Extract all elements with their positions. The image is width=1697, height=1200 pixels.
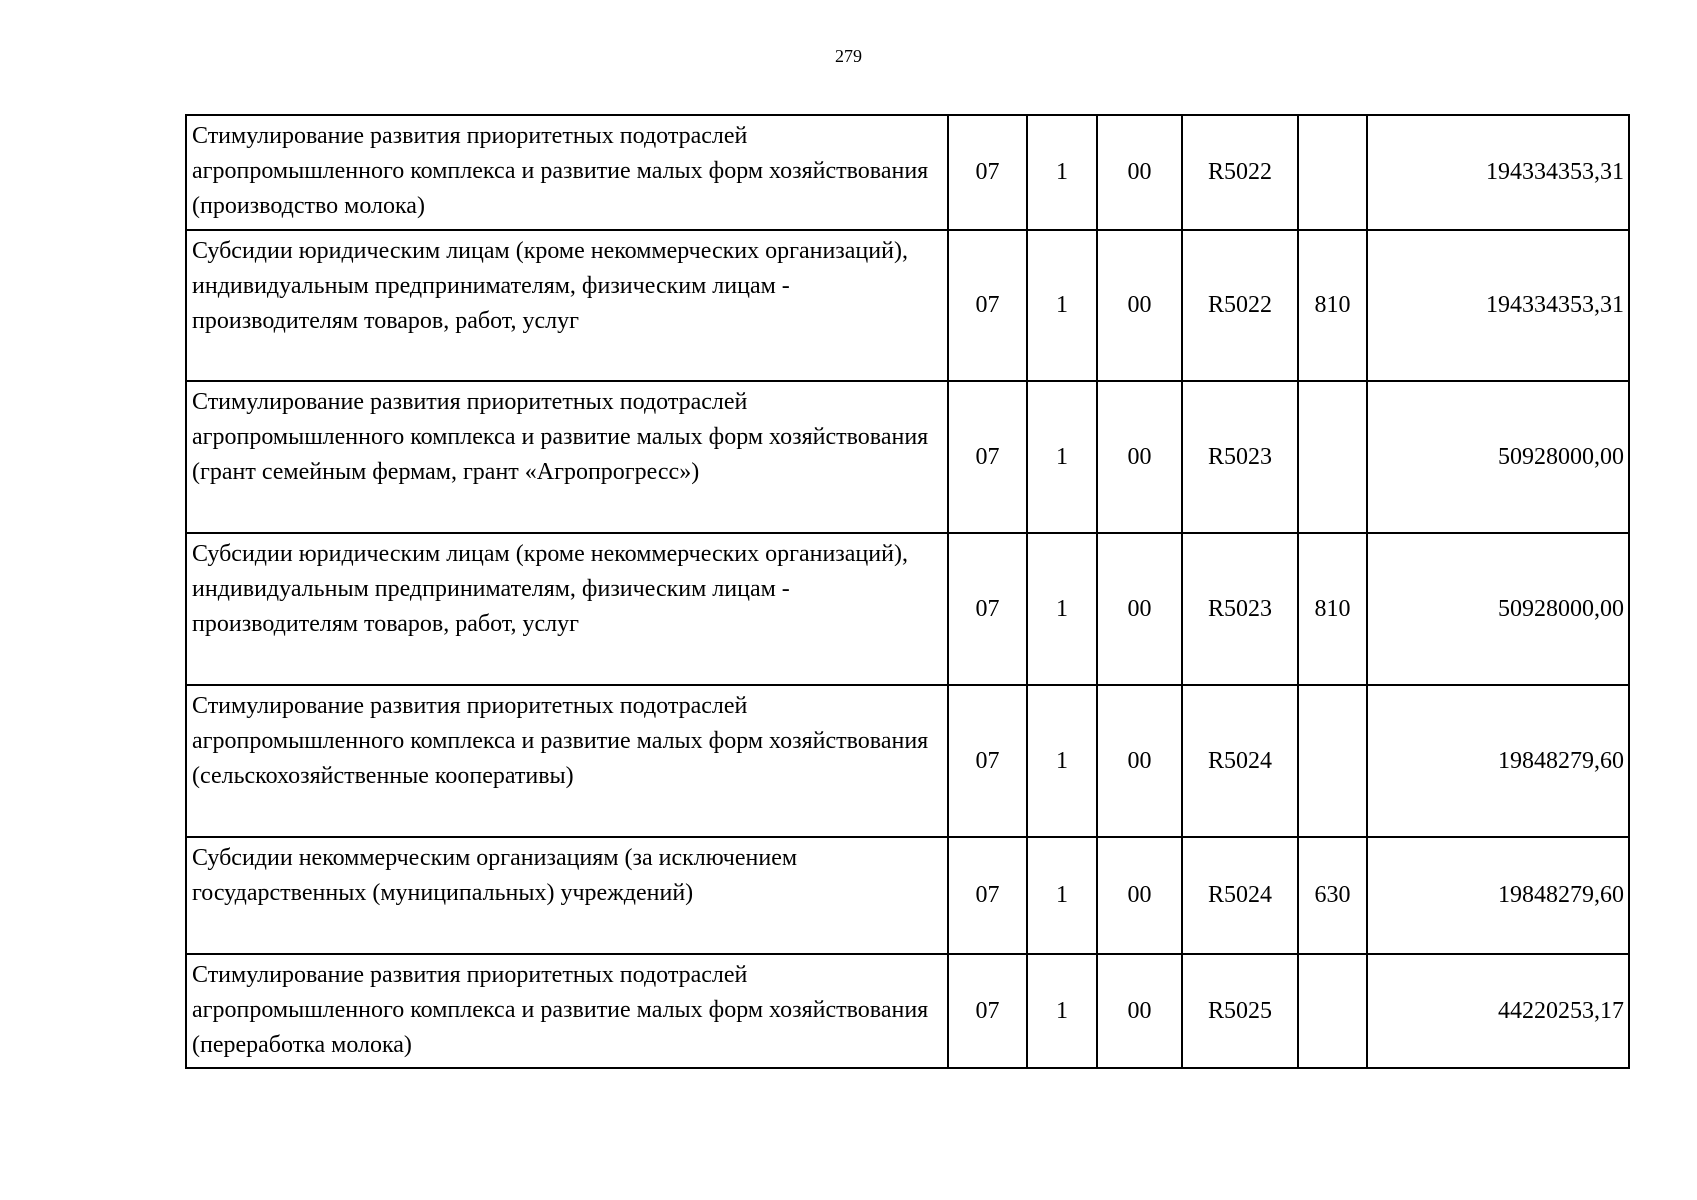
row-code: R5024 (1182, 837, 1298, 954)
row-section: 07 (948, 837, 1027, 954)
row-section: 07 (948, 533, 1027, 685)
row-expense-type (1298, 954, 1367, 1068)
budget-table (185, 114, 1630, 1069)
row-amount: 194334353,31 (1367, 230, 1629, 381)
table-row (186, 533, 1629, 685)
row-program: 1 (1027, 533, 1097, 685)
row-name: Субсидии юридическим лицам (кроме некоммерческих организаций), индивидуальным предпринимателям, физическим лицам - производителям товаров, работ, услуг (186, 230, 948, 381)
row-section: 07 (948, 230, 1027, 381)
row-subprogram: 00 (1097, 115, 1182, 230)
row-expense-type: 810 (1298, 533, 1367, 685)
row-program: 1 (1027, 230, 1097, 381)
table-row (186, 837, 1629, 954)
row-code: R5025 (1182, 954, 1298, 1068)
table-row (186, 381, 1629, 533)
row-program: 1 (1027, 381, 1097, 533)
row-name: Стимулирование развития приоритетных подотраслей агропромышленного комплекса и развитие малых форм хозяйствования (производство молока) (186, 115, 948, 230)
row-amount: 194334353,31 (1367, 115, 1629, 230)
row-expense-type (1298, 381, 1367, 533)
page-number: 279 (835, 46, 862, 66)
row-program: 1 (1027, 115, 1097, 230)
row-expense-type (1298, 115, 1367, 230)
row-subprogram: 00 (1097, 533, 1182, 685)
row-name: Субсидии юридическим лицам (кроме некоммерческих организаций), индивидуальным предпринимателям, физическим лицам - производителям товаров, работ, услуг (186, 533, 948, 685)
row-amount: 50928000,00 (1367, 533, 1629, 685)
row-expense-type: 630 (1298, 837, 1367, 954)
table-row (186, 685, 1629, 837)
table-row (186, 115, 1629, 230)
row-name: Стимулирование развития приоритетных подотраслей агропромышленного комплекса и развитие малых форм хозяйствования (сельскохозяйственные кооперативы) (186, 685, 948, 837)
row-code: R5024 (1182, 685, 1298, 837)
table-row (186, 954, 1629, 1068)
row-section: 07 (948, 115, 1027, 230)
row-name: Стимулирование развития приоритетных подотраслей агропромышленного комплекса и развитие малых форм хозяйствования (грант семейным фермам, грант «Агропрогресс») (186, 381, 948, 533)
row-subprogram: 00 (1097, 230, 1182, 381)
row-expense-type (1298, 685, 1367, 837)
row-code: R5022 (1182, 115, 1298, 230)
row-section: 07 (948, 954, 1027, 1068)
row-amount: 19848279,60 (1367, 837, 1629, 954)
row-subprogram: 00 (1097, 837, 1182, 954)
row-code: R5023 (1182, 533, 1298, 685)
row-section: 07 (948, 685, 1027, 837)
row-code: R5022 (1182, 230, 1298, 381)
row-subprogram: 00 (1097, 954, 1182, 1068)
row-section: 07 (948, 381, 1027, 533)
row-name: Стимулирование развития приоритетных подотраслей агропромышленного комплекса и развитие малых форм хозяйствования (переработка молока) (186, 954, 948, 1068)
row-program: 1 (1027, 685, 1097, 837)
row-program: 1 (1027, 837, 1097, 954)
row-code: R5023 (1182, 381, 1298, 533)
row-amount: 44220253,17 (1367, 954, 1629, 1068)
row-program: 1 (1027, 954, 1097, 1068)
row-subprogram: 00 (1097, 685, 1182, 837)
row-subprogram: 00 (1097, 381, 1182, 533)
row-amount: 19848279,60 (1367, 685, 1629, 837)
row-expense-type: 810 (1298, 230, 1367, 381)
row-name: Субсидии некоммерческим организациям (за исключением государственных (муниципальных) учреждений) (186, 837, 948, 954)
row-amount: 50928000,00 (1367, 381, 1629, 533)
table-row (186, 230, 1629, 381)
